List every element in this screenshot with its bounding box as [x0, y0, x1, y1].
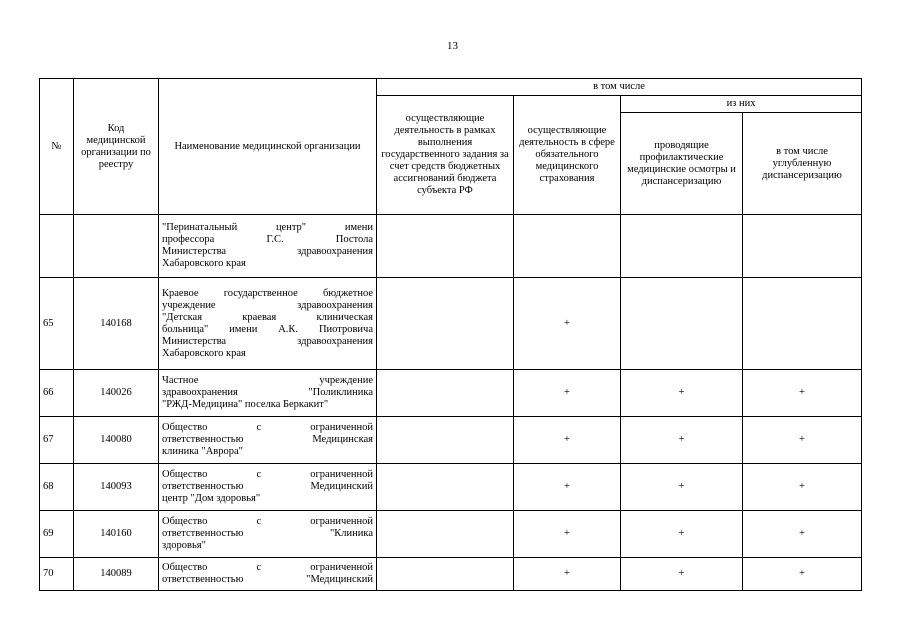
- row-number: 66: [40, 370, 74, 417]
- row-number: 68: [40, 464, 74, 511]
- header-oms: осуществляющие деятельность в сфере обязательного медицинского страхования: [514, 96, 621, 215]
- organization-name: [159, 464, 377, 511]
- mark-state-task: [377, 511, 514, 558]
- header-no: №: [40, 79, 74, 215]
- organization-name: [159, 370, 377, 417]
- organization-name-line: Общество с ограниченной: [162, 562, 373, 573]
- mark-state-task: [377, 558, 514, 591]
- organization-name: [159, 417, 377, 464]
- table-row: [40, 278, 862, 370]
- organization-name-line: клиника "Аврора": [162, 446, 243, 457]
- organization-name-line: "Детская краевая клиническая: [162, 311, 373, 323]
- organization-name: [159, 558, 377, 591]
- row-number: 69: [40, 511, 74, 558]
- organization-name-line: ответственностью "Клиника: [162, 528, 373, 539]
- organization-name-line: Министерства здравоохранения: [162, 335, 373, 347]
- header-state-task: осуществляющие деятельность в рамках выполнения государственного задания за счет средств бюджетных ассигнований бюджета субъекта РФ: [377, 96, 514, 215]
- organization-name-line: Краевое государственное бюджетное: [162, 287, 373, 299]
- mark-prevention: [621, 278, 743, 370]
- organization-name-line: "Перинатальный центр" имени: [162, 222, 373, 233]
- mark-prevention: +: [621, 464, 743, 511]
- organization-name-line: больница" имени А.К. Пиотровича: [162, 323, 373, 335]
- organization-name-line: ответственностью Медицинский: [162, 481, 373, 492]
- organization-name: [159, 511, 377, 558]
- mark-oms: +: [514, 511, 621, 558]
- mark-oms: +: [514, 558, 621, 591]
- organization-name-line: ответственностью Медицинская: [162, 434, 373, 445]
- organization-name: [159, 215, 377, 278]
- organization-name-line: Министерства здравоохранения: [162, 246, 373, 257]
- organization-code: [74, 215, 159, 278]
- organization-name-line: профессора Г.С. Постола: [162, 234, 373, 245]
- header-prevention: проводящие профилактические медицинские осмотры и диспансеризацию: [621, 113, 743, 215]
- mark-deep: +: [743, 511, 862, 558]
- mark-state-task: [377, 417, 514, 464]
- row-number: 70: [40, 558, 74, 591]
- mark-deep: [743, 215, 862, 278]
- row-number: [40, 215, 74, 278]
- mark-prevention: +: [621, 558, 743, 591]
- mark-prevention: +: [621, 370, 743, 417]
- organization-code: 140168: [74, 278, 159, 370]
- table-row: [40, 558, 862, 591]
- organization-name-line: "РЖД-Медицина" поселка Беркакит": [162, 399, 329, 410]
- mark-state-task: [377, 370, 514, 417]
- mark-oms: [514, 215, 621, 278]
- mark-oms: +: [514, 370, 621, 417]
- mark-oms: +: [514, 278, 621, 370]
- organization-name-line: здоровья": [162, 540, 206, 551]
- header-deep: в том числе углубленную диспансеризацию: [743, 113, 862, 215]
- organization-name-line: ответственностью "Медицинский: [162, 574, 373, 585]
- mark-deep: +: [743, 417, 862, 464]
- organization-code: 140080: [74, 417, 159, 464]
- organization-name: [159, 278, 377, 370]
- organization-name-line: Хабаровского края: [162, 347, 246, 359]
- header-name: Наименование медицинской организации: [159, 79, 377, 215]
- mark-state-task: [377, 215, 514, 278]
- header-code: Код медицинской организации по реестру: [74, 79, 159, 215]
- header-including: в том числе: [377, 79, 862, 96]
- organization-name-line: Общество с ограниченной: [162, 516, 373, 527]
- organization-code: 140093: [74, 464, 159, 511]
- organization-code: 140026: [74, 370, 159, 417]
- table-row: [40, 215, 862, 278]
- header-of-them: из них: [621, 96, 862, 113]
- mark-state-task: [377, 464, 514, 511]
- organization-name-line: центр "Дом здоровья": [162, 493, 261, 504]
- mark-deep: +: [743, 370, 862, 417]
- table-row: [40, 417, 862, 464]
- table-row: [40, 511, 862, 558]
- page-number: 13: [447, 40, 458, 52]
- mark-prevention: [621, 215, 743, 278]
- organization-name-line: Общество с ограниченной: [162, 422, 373, 433]
- mark-oms: +: [514, 417, 621, 464]
- table-row: [40, 464, 862, 511]
- mark-oms: +: [514, 464, 621, 511]
- mark-state-task: [377, 278, 514, 370]
- row-number: 67: [40, 417, 74, 464]
- mark-prevention: +: [621, 511, 743, 558]
- organization-code: 140089: [74, 558, 159, 591]
- mark-deep: +: [743, 464, 862, 511]
- organization-code: 140160: [74, 511, 159, 558]
- organization-name-line: здравоохранения "Поликлиника: [162, 387, 373, 398]
- mark-deep: [743, 278, 862, 370]
- mark-deep: +: [743, 558, 862, 591]
- table-row: [40, 370, 862, 417]
- mark-prevention: +: [621, 417, 743, 464]
- organization-name-line: Хабаровского края: [162, 258, 246, 269]
- organization-name-line: учреждение здравоохранения: [162, 299, 373, 311]
- organization-name-line: Общество с ограниченной: [162, 469, 373, 480]
- organization-name-line: Частное учреждение: [162, 375, 373, 386]
- row-number: 65: [40, 278, 74, 370]
- medical-organizations-table: [39, 78, 862, 591]
